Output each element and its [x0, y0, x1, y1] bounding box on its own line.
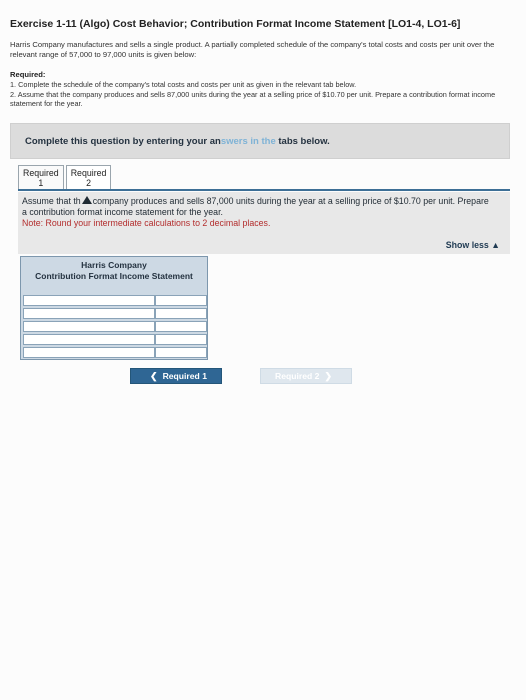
tab-label-line2: 2: [86, 178, 91, 188]
cursor-caret-icon: [82, 196, 92, 204]
statement-row: [23, 295, 207, 306]
statement-row: [23, 347, 207, 358]
required-heading: Required:: [10, 70, 46, 79]
prev-button-label: Required 1: [162, 371, 207, 381]
requirement-item-2: 2. Assume that the company produces and sells 87,000 units during the year at a selling price of $10.70 per unit. Prepare a contribution format income statement for the year.: [10, 89, 496, 108]
prev-required-button[interactable]: [130, 368, 222, 384]
requirement-item-1: 1. Complete the schedule of the company's total costs and costs per unit as given in the relevant tab below.: [10, 80, 357, 89]
show-less-label: Show less: [445, 240, 489, 250]
tab-label-line2: 1: [38, 178, 44, 188]
assumption-text: [22, 196, 492, 229]
statement-label-input[interactable]: [23, 321, 155, 332]
tab-required-1[interactable]: [18, 165, 64, 189]
next-required-button[interactable]: [260, 368, 352, 384]
intro-text: Harris Company manufactures and sells a single product. A partially completed schedule of the company's total costs and costs per unit over the relevant range of 57,000 to 97,000 units is given below:: [10, 40, 495, 59]
income-statement-table: [20, 256, 208, 360]
statement-title: Contribution Format Income Statement: [35, 271, 193, 281]
triangle-up-icon: ▲: [491, 240, 500, 250]
chevron-left-icon: ❮: [150, 370, 158, 381]
banner-text-part3: tabs below.: [275, 136, 330, 147]
statement-row: [23, 321, 207, 332]
tab-navigation: [130, 368, 352, 384]
instruction-banner: [10, 123, 510, 159]
tab-required-2[interactable]: [66, 165, 112, 189]
statement-row: [23, 308, 207, 319]
requirement-tabs: [18, 165, 111, 189]
statement-company: Harris Company: [81, 260, 147, 270]
tab-label-line1: Required: [70, 168, 107, 178]
exercise-title: Exercise 1-11 (Algo) Cost Behavior; Contribution Format Income Statement [LO1-4, LO1-6]: [10, 18, 461, 30]
statement-header: [21, 257, 207, 295]
rounding-note: Note: Round your intermediate calculations to 2 decimal places.: [22, 218, 271, 228]
statement-label-input[interactable]: [23, 295, 155, 306]
statement-label-input[interactable]: [23, 347, 155, 358]
statement-amount-input[interactable]: [155, 347, 207, 358]
tab-panel: [18, 192, 510, 254]
statement-row: [23, 334, 207, 345]
statement-label-input[interactable]: [23, 308, 155, 319]
show-less-link[interactable]: [446, 240, 500, 250]
tab-label-line1: Required: [23, 168, 59, 178]
banner-text-part1: Complete this question by entering your an: [25, 136, 221, 147]
statement-amount-input[interactable]: [155, 308, 207, 319]
statement-amount-input[interactable]: [155, 295, 207, 306]
statement-amount-input[interactable]: [155, 321, 207, 332]
next-button-label: Required 2: [275, 371, 320, 381]
assumption-text-b: company produces and sells 87,000 units during the year at a selling price of $10.70 per unit. Prepare a contribution format income statement for the year.: [22, 196, 489, 217]
chevron-right-icon: ❯: [324, 370, 332, 381]
banner-text: [25, 136, 330, 147]
assumption-text-a: Assume that th: [22, 196, 81, 206]
statement-amount-input[interactable]: [155, 334, 207, 345]
banner-text-part2: swers in the: [220, 136, 276, 147]
tab-underline: [18, 189, 510, 191]
statement-label-input[interactable]: [23, 334, 155, 345]
requirements-list: [10, 80, 520, 109]
